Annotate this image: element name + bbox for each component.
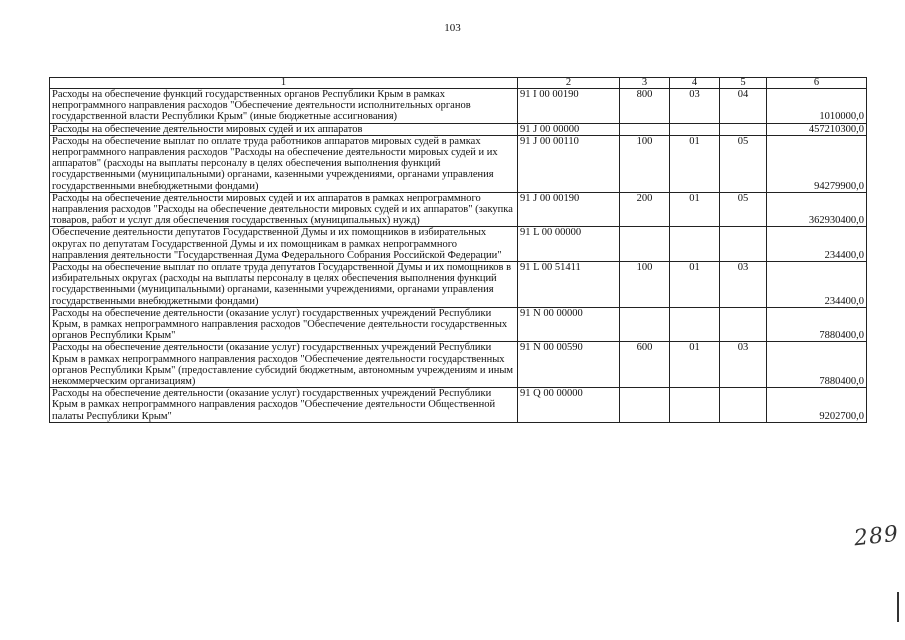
row-col3: [620, 227, 670, 262]
row-col3: [620, 388, 670, 423]
row-amount: 7880400,0: [767, 307, 867, 342]
column-header: 4: [670, 78, 720, 89]
row-col4: [670, 388, 720, 423]
row-col4: [670, 123, 720, 135]
row-col4: 01: [670, 342, 720, 388]
table-row: [50, 89, 867, 124]
row-amount: 234400,0: [767, 227, 867, 262]
row-description: Расходы на обеспечение деятельности мировых судей и их аппаратов: [50, 123, 518, 135]
row-col4: 01: [670, 262, 720, 308]
row-col5: 03: [720, 262, 767, 308]
row-code: 91 N 00 00000: [518, 307, 620, 342]
table-row: [50, 342, 867, 388]
table-row: [50, 123, 867, 135]
row-amount: 7880400,0: [767, 342, 867, 388]
table-row: [50, 262, 867, 308]
row-col4: 03: [670, 89, 720, 124]
column-header: 3: [620, 78, 670, 89]
row-description: Расходы на обеспечение деятельности (оказание услуг) государственных учреждений Республики Крым в рамках непрограммного направления расходов "Обеспечение деятельности Общественной палаты Республики Крым": [50, 388, 518, 423]
row-col3: [620, 307, 670, 342]
row-description: Расходы на обеспечение деятельности (оказание услуг) государственных учреждений Республики Крым, в рамках непрограммного направления расходов "Обеспечение деятельности государственных органов Республики Крым": [50, 307, 518, 342]
row-col5: [720, 227, 767, 262]
row-col5: [720, 123, 767, 135]
row-code: 91 L 00 00000: [518, 227, 620, 262]
column-header: 5: [720, 78, 767, 89]
row-code: 91 N 00 00590: [518, 342, 620, 388]
row-amount: 457210300,0: [767, 123, 867, 135]
row-code: 91 J 00 00190: [518, 192, 620, 227]
row-col4: [670, 227, 720, 262]
row-col5: 03: [720, 342, 767, 388]
row-col3: 200: [620, 192, 670, 227]
column-header: 6: [767, 78, 867, 89]
row-col5: 05: [720, 135, 767, 192]
row-col3: [620, 123, 670, 135]
row-amount: 94279900,0: [767, 135, 867, 192]
row-amount: 9202700,0: [767, 388, 867, 423]
row-col3: 100: [620, 135, 670, 192]
table-row: [50, 388, 867, 423]
row-description: Расходы на обеспечение функций государственных органов Республики Крым в рамках непрограммного направления расходов "Обеспечение деятельности исполнительных органов государственной власти Республики Крым" (иные бюджетные ассигнования): [50, 89, 518, 124]
row-description: Расходы на обеспечение деятельности (оказание услуг) государственных учреждений Республики Крым в рамках непрограммного направления расходов "Обеспечение деятельности государственных органов Республики Крым" (предоставление субсидий бюджетным, автономным учреждениям и иным некоммерческим организациям): [50, 342, 518, 388]
row-col5: 05: [720, 192, 767, 227]
row-amount: 1010000,0: [767, 89, 867, 124]
row-code: 91 L 00 51411: [518, 262, 620, 308]
budget-table: [49, 77, 867, 423]
row-description: Расходы на обеспечение выплат по оплате труда работников аппаратов мировых судей в рамках непрограммного направления расходов "Расходы на обеспечение деятельности мировых судей и их аппаратов" (расходы на выплаты персоналу в целях обеспечения выполнения функций государственными (муниципальными) органами, казенными учреждениями, органами управления государственными внебюджетными фондами): [50, 135, 518, 192]
table-row: [50, 192, 867, 227]
row-description: Расходы на обеспечение выплат по оплате труда депутатов Государственной Думы и их помощников в избирательных округах (расходы на выплаты персоналу в целях обеспечения выполнения функций государственными (муниципальными) органами, казенными учреждениями, органами управления государственными внебюджетными фондами): [50, 262, 518, 308]
row-col5: 04: [720, 89, 767, 124]
table-row: [50, 307, 867, 342]
table-row: [50, 227, 867, 262]
row-code: 91 I 00 00190: [518, 89, 620, 124]
column-header: 2: [518, 78, 620, 89]
row-col3: 100: [620, 262, 670, 308]
scan-edge-mark: [897, 592, 899, 622]
table-row: [50, 135, 867, 192]
row-col5: [720, 388, 767, 423]
row-code: 91 J 00 00000: [518, 123, 620, 135]
row-col3: 600: [620, 342, 670, 388]
table-header-row: [50, 78, 867, 89]
page-number: 103: [444, 22, 461, 34]
row-code: 91 J 00 00110: [518, 135, 620, 192]
handwritten-page-number: 289: [852, 521, 901, 552]
row-col4: 01: [670, 192, 720, 227]
row-description: Обеспечение деятельности депутатов Государственной Думы и их помощников в избирательных округах по депутатам Государственной Думы и их помощникам в рамках непрограммного направления деятельности "Государственная Дума Федерального Собрания Российской Федерации": [50, 227, 518, 262]
row-amount: 362930400,0: [767, 192, 867, 227]
row-col3: 800: [620, 89, 670, 124]
column-header: 1: [50, 78, 518, 89]
row-col4: 01: [670, 135, 720, 192]
row-col5: [720, 307, 767, 342]
row-code: 91 Q 00 00000: [518, 388, 620, 423]
row-col4: [670, 307, 720, 342]
row-description: Расходы на обеспечение деятельности мировых судей и их аппаратов в рамках непрограммного направления расходов "Расходы на обеспечение деятельности мировых судей и их аппаратов" (закупка товаров, работ и услуг для обеспечения государственных (муниципальных) нужд): [50, 192, 518, 227]
row-amount: 234400,0: [767, 262, 867, 308]
